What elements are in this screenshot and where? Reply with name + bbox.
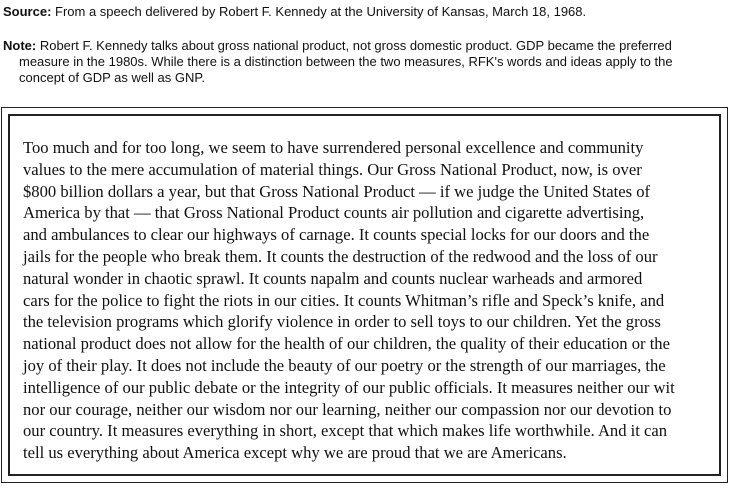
quote-line: jails for the people who break them. It counts the destruction of the redwood and the loss of our: [23, 246, 658, 266]
quote-line: nor our courage, neither our wisdom nor our learning, neither our compassion nor our devotion to: [23, 399, 672, 419]
source-citation: [3, 4, 731, 20]
note-paragraph: [3, 38, 719, 86]
quote-box-outer-border: [1, 107, 728, 483]
speech-quote: [23, 137, 703, 464]
quote-line: values to the mere accumulation of material things. Our Gross National Product, now, is over: [23, 159, 642, 179]
note-text: Robert F. Kennedy talks about gross national product, not gross domestic product. GDP became the preferred measure in the 1980s. While there is a distinction between the two measures, RFK's words and ideas apply to the concept of GDP as well as GNP.: [19, 38, 673, 85]
quote-line: $800 billion dollars a year, but that Gross National Product — if we judge the United States of: [23, 181, 651, 201]
note-label: Note:: [3, 38, 37, 53]
quote-line: Too much and for too long, we seem to have surrendered personal excellence and community: [23, 138, 644, 157]
quote-box-inner-border: [8, 114, 721, 476]
quote-line: national product does not allow for the health of our children, the quality of their education or the: [23, 334, 670, 354]
source-label: Source:: [3, 4, 52, 19]
quote-line: our country. It measures everything in short, except that which makes life worthwhile. And it can: [23, 421, 668, 441]
quote-line: natural wonder in chaotic sprawl. It counts napalm and counts nuclear warheads and armored: [23, 268, 643, 288]
quote-line: the television programs which glorify violence in order to sell toys to our children. Yet the gross: [23, 312, 661, 332]
quote-line: cars for the police to fight the riots in our cities. It counts Whitman’s rifle and Speck’s knife, and: [23, 290, 665, 310]
source-text: From a speech delivered by Robert F. Kennedy at the University of Kansas, March 18, 1968.: [51, 4, 587, 19]
quote-line: joy of their play. It does not include the beauty of our poetry or the strength of our marriages, the: [23, 355, 666, 375]
quote-line: intelligence of our public debate or the integrity of our public officials. It measures neither our wit: [23, 377, 675, 397]
quote-line: America by that — that Gross National Product counts air pollution and cigarette advertising,: [23, 203, 645, 223]
quote-line: and ambulances to clear our highways of carnage. It counts special locks for our doors and the: [23, 225, 650, 245]
quote-line: tell us everything about America except why we are proud that we are Americans.: [23, 443, 567, 463]
